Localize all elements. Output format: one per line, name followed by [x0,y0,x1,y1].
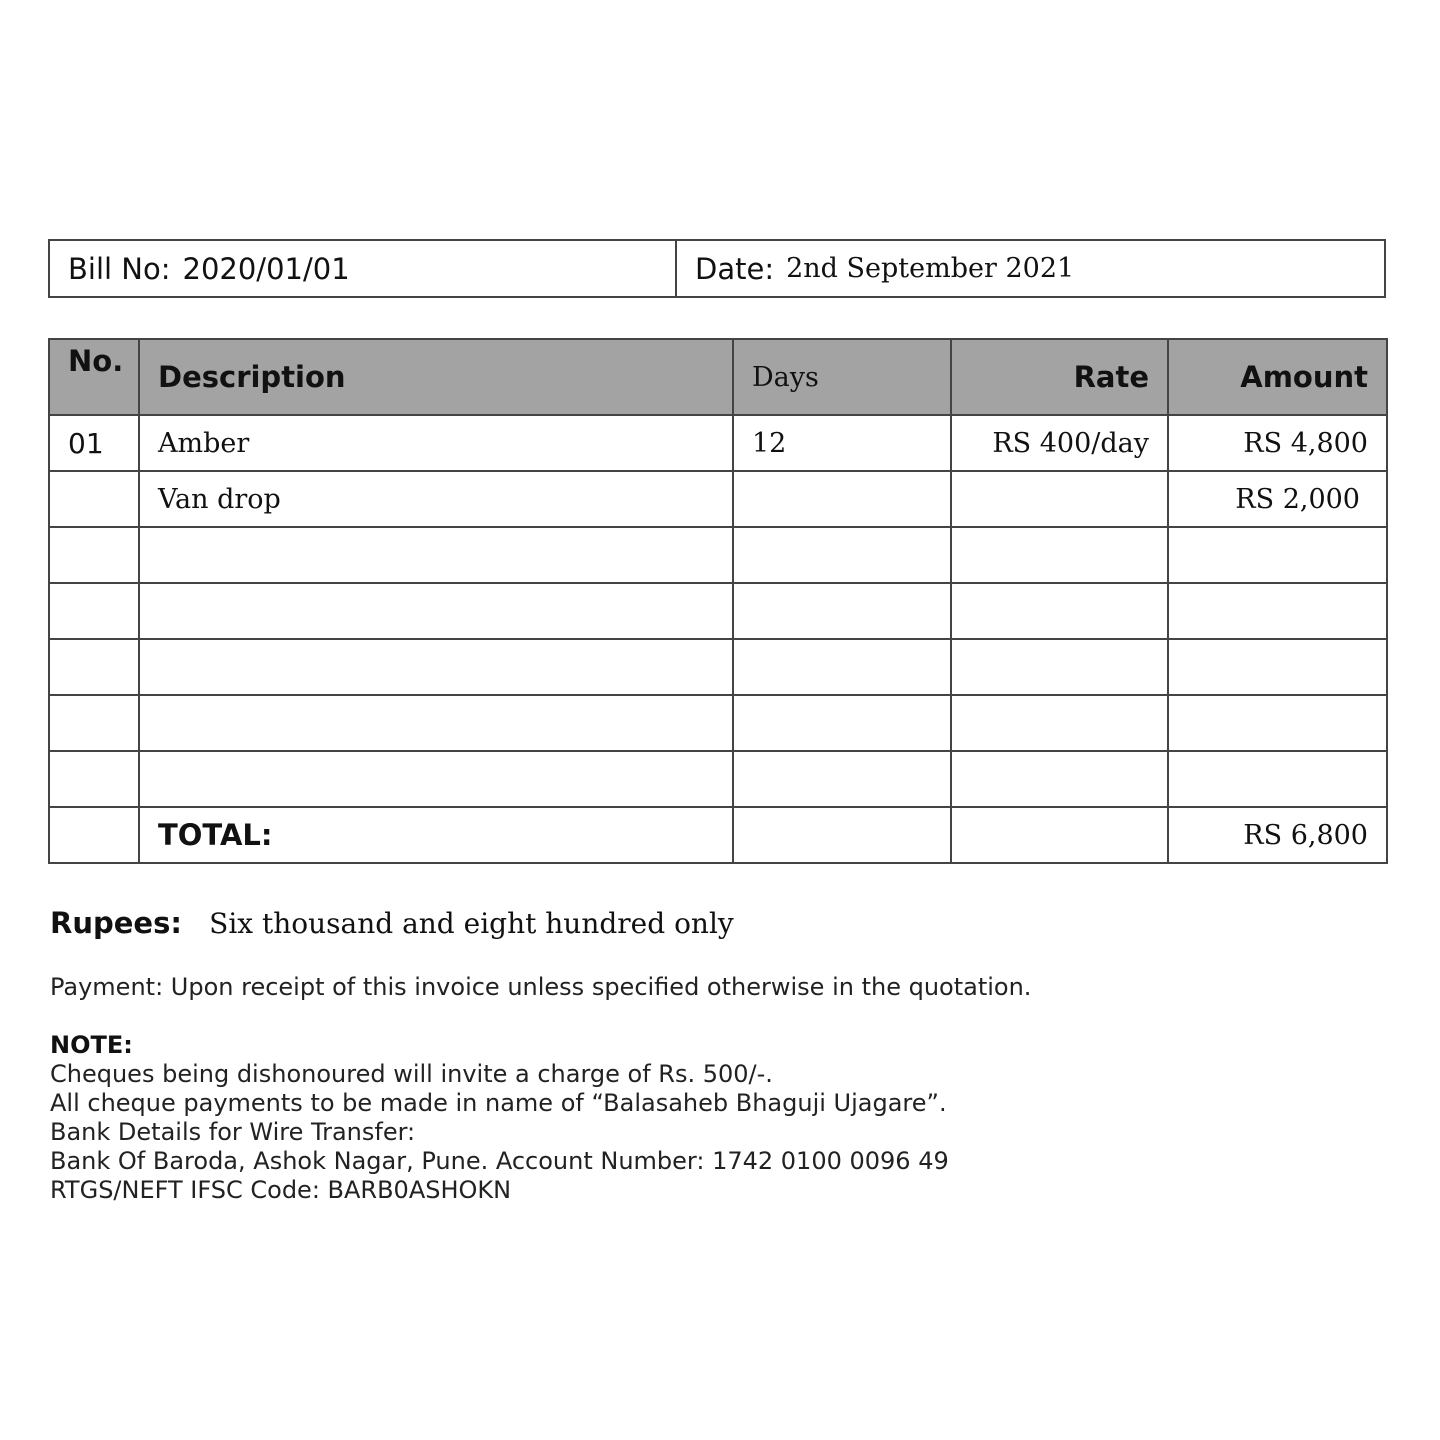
bill-number-cell [50,241,677,296]
row-rate [951,751,1168,807]
note-line: Bank Of Baroda, Ashok Nagar, Pune. Account Number: 1742 0100 0096 49 [50,1147,949,1175]
row-no: 01 [49,415,139,471]
date-cell [677,241,1384,296]
bill-number-value: 2020/01/01 [182,251,350,286]
table-row [49,639,1387,695]
rupees-value: Six thousand and eight hundred only [209,907,734,940]
row-description [139,639,733,695]
row-no [49,639,139,695]
invoice-items-table [48,338,1388,864]
date-value: 2nd September 2021 [786,253,1075,284]
date-label: Date: [695,251,775,286]
row-days [733,527,951,583]
row-no [49,583,139,639]
row-rate [951,527,1168,583]
row-days: 12 [733,415,951,471]
note-title: NOTE: [50,1031,133,1059]
row-amount [1168,751,1387,807]
note-line: Bank Details for Wire Transfer: [50,1118,416,1146]
row-rate [951,583,1168,639]
column-header-no: No. [49,339,139,415]
row-rate [951,471,1168,527]
row-description [139,751,733,807]
row-days [733,639,951,695]
table-row [49,751,1387,807]
total-amount: RS 6,800 [1168,807,1387,863]
invoice-header [48,239,1386,298]
row-no [49,695,139,751]
row-description: Van drop [139,471,733,527]
row-days [733,695,951,751]
row-amount [1168,639,1387,695]
column-header-description: Description [139,339,733,415]
note-line: All cheque payments to be made in name of “Balasaheb Bhaguji Ujagare”. [50,1089,947,1117]
total-label: TOTAL: [139,807,733,863]
row-days [733,751,951,807]
column-header-rate: Rate [951,339,1168,415]
total-rate-cell [951,807,1168,863]
row-amount [1168,583,1387,639]
column-header-amount: Amount [1168,339,1387,415]
row-rate [951,695,1168,751]
row-rate: RS 400/day [951,415,1168,471]
row-days [733,583,951,639]
table-row [49,471,1387,527]
total-no-cell [49,807,139,863]
total-days-cell [733,807,951,863]
row-no [49,751,139,807]
row-description: Amber [139,415,733,471]
row-description [139,527,733,583]
table-header-row [49,339,1387,415]
row-amount [1168,695,1387,751]
row-days [733,471,951,527]
row-description [139,583,733,639]
table-row [49,527,1387,583]
row-no [49,527,139,583]
row-no [49,471,139,527]
note-section [50,1031,949,1205]
note-line: Cheques being dishonoured will invite a charge of Rs. 500/-. [50,1060,773,1088]
table-row [49,415,1387,471]
table-row [49,695,1387,751]
table-row [49,583,1387,639]
row-amount: RS 4,800 [1168,415,1387,471]
row-amount: RS 2,000 [1168,471,1387,527]
bill-number-label: Bill No: [68,251,171,286]
row-rate [951,639,1168,695]
rupees-label: Rupees: [50,906,182,940]
amount-in-words [50,906,734,940]
row-description [139,695,733,751]
total-row [49,807,1387,863]
payment-terms: Payment: Upon receipt of this invoice unless specified otherwise in the quotation. [50,973,1032,1001]
row-amount [1168,527,1387,583]
note-line: RTGS/NEFT IFSC Code: BARB0ASHOKN [50,1176,512,1204]
column-header-days: Days [733,339,951,415]
